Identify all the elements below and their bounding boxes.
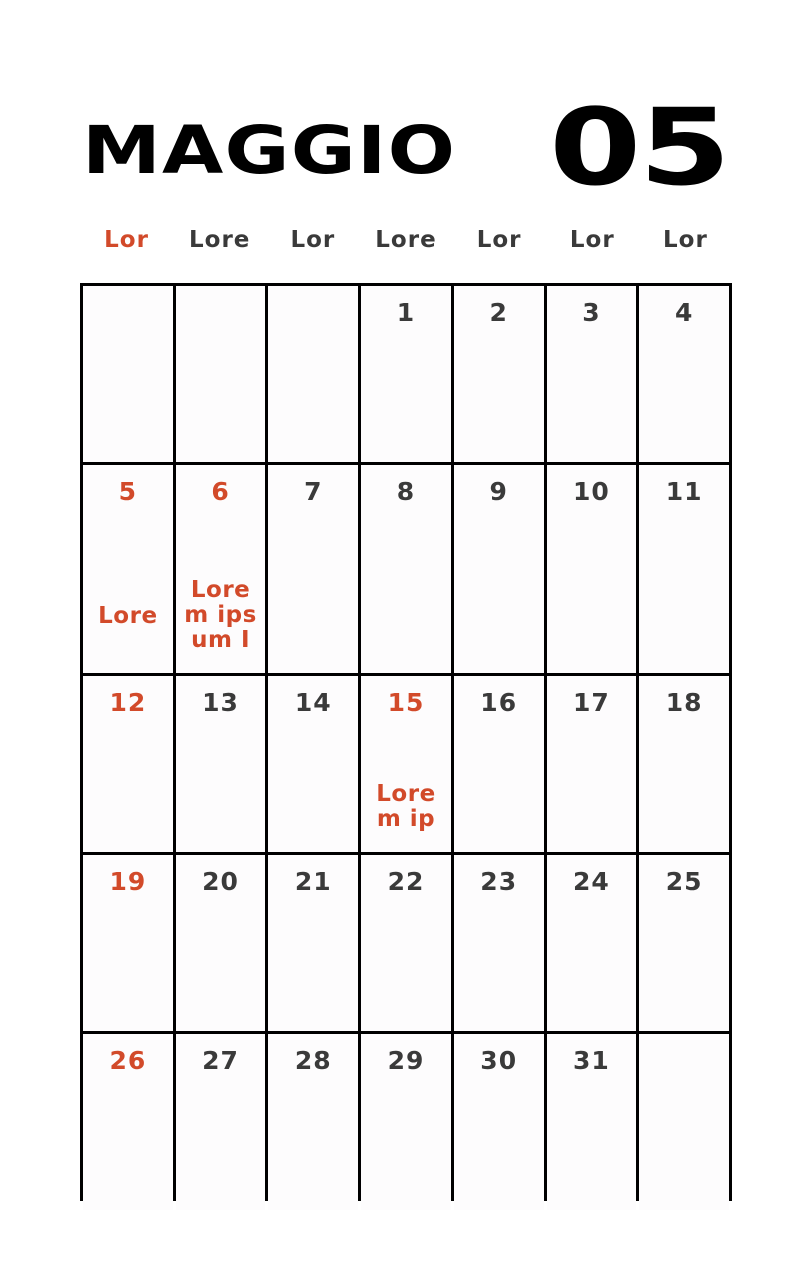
day-number: 30 — [480, 1046, 518, 1075]
day-number: 31 — [573, 1046, 610, 1075]
calendar-day-cell[interactable] — [361, 1034, 451, 1210]
day-number: 26 — [109, 1046, 147, 1075]
calendar-day-cell[interactable] — [176, 676, 266, 852]
day-number: 6 — [211, 477, 230, 506]
calendar-day-cell[interactable] — [639, 286, 729, 462]
calendar-day-cell[interactable] — [454, 855, 544, 1031]
day-number: 23 — [480, 867, 518, 896]
weekday-label: Lor — [569, 227, 615, 253]
day-number: 18 — [665, 688, 703, 717]
calendar-day-cell[interactable] — [361, 676, 451, 852]
day-number: 22 — [387, 867, 425, 896]
weekday-label: Lor — [290, 227, 336, 253]
calendar-day-cell[interactable] — [83, 465, 173, 673]
event-label: Lore — [98, 603, 158, 629]
calendar-day-cell[interactable] — [268, 855, 358, 1031]
day-number: 4 — [674, 298, 694, 327]
calendar-day-cell[interactable] — [547, 286, 637, 462]
day-number: 29 — [387, 1046, 425, 1075]
day-number: 16 — [480, 688, 518, 717]
calendar-day-cell[interactable] — [361, 855, 451, 1031]
calendar-day-cell[interactable] — [547, 676, 637, 852]
day-number: 14 — [294, 688, 332, 717]
month-number: 05 — [549, 86, 729, 209]
calendar-day-cell[interactable] — [454, 286, 544, 462]
day-number: 21 — [294, 867, 332, 896]
day-number: 9 — [489, 477, 508, 506]
calendar-day-cell[interactable] — [268, 465, 358, 673]
day-number: 3 — [582, 298, 601, 327]
day-number: 15 — [387, 688, 425, 717]
calendar-day-cell[interactable] — [83, 1034, 173, 1210]
calendar-day-cell[interactable] — [176, 286, 266, 462]
day-number: 7 — [304, 477, 323, 506]
calendar-day-cell[interactable] — [639, 676, 729, 852]
calendar-day-cell[interactable] — [639, 855, 729, 1031]
calendar-day-cell[interactable] — [83, 286, 173, 462]
weekday-label: Lore — [375, 227, 437, 253]
weekday-header-row — [80, 225, 732, 255]
calendar-day-cell[interactable] — [361, 465, 451, 673]
calendar-day-cell[interactable] — [268, 1034, 358, 1210]
calendar-day-cell[interactable] — [454, 1034, 544, 1210]
day-number: 2 — [489, 298, 508, 327]
day-number: 1 — [396, 298, 416, 327]
day-number: 13 — [202, 688, 239, 717]
weekday-label: Lor — [476, 227, 522, 253]
calendar-day-cell[interactable] — [268, 676, 358, 852]
calendar-day-cell[interactable] — [639, 1034, 729, 1210]
day-number: 28 — [294, 1046, 332, 1075]
calendar-day-cell[interactable] — [639, 465, 729, 673]
day-number: 12 — [109, 688, 147, 717]
calendar-day-cell[interactable] — [176, 1034, 266, 1210]
day-number: 8 — [396, 477, 416, 506]
weekday-label: Lore — [189, 227, 251, 253]
weekday-label: Lor — [104, 227, 149, 253]
calendar-day-cell[interactable] — [176, 855, 266, 1031]
calendar-day-cell[interactable] — [176, 465, 266, 673]
day-number: 25 — [665, 867, 703, 896]
calendar-day-cell[interactable] — [361, 286, 451, 462]
day-number: 10 — [573, 477, 610, 506]
calendar-day-cell[interactable] — [83, 855, 173, 1031]
day-number: 24 — [573, 867, 610, 896]
calendar-day-cell[interactable] — [83, 676, 173, 852]
calendar-day-cell[interactable] — [454, 465, 544, 673]
calendar-grid — [80, 283, 732, 1201]
event-label: Lore m ip — [376, 781, 436, 832]
day-number: 20 — [202, 867, 239, 896]
calendar-day-cell[interactable] — [454, 676, 544, 852]
weekday-label: Lor — [663, 227, 708, 253]
day-number: 17 — [573, 688, 610, 717]
calendar-day-cell[interactable] — [547, 855, 637, 1031]
day-number: 27 — [202, 1046, 239, 1075]
calendar-day-cell[interactable] — [268, 286, 358, 462]
calendar-day-cell[interactable] — [547, 1034, 637, 1210]
day-number: 19 — [109, 867, 147, 896]
calendar-day-cell[interactable] — [547, 465, 637, 673]
event-label: Lore m ips um I — [184, 577, 257, 653]
month-title: MAGGIO — [82, 112, 457, 189]
day-number: 5 — [118, 477, 138, 506]
day-number: 11 — [665, 477, 703, 506]
